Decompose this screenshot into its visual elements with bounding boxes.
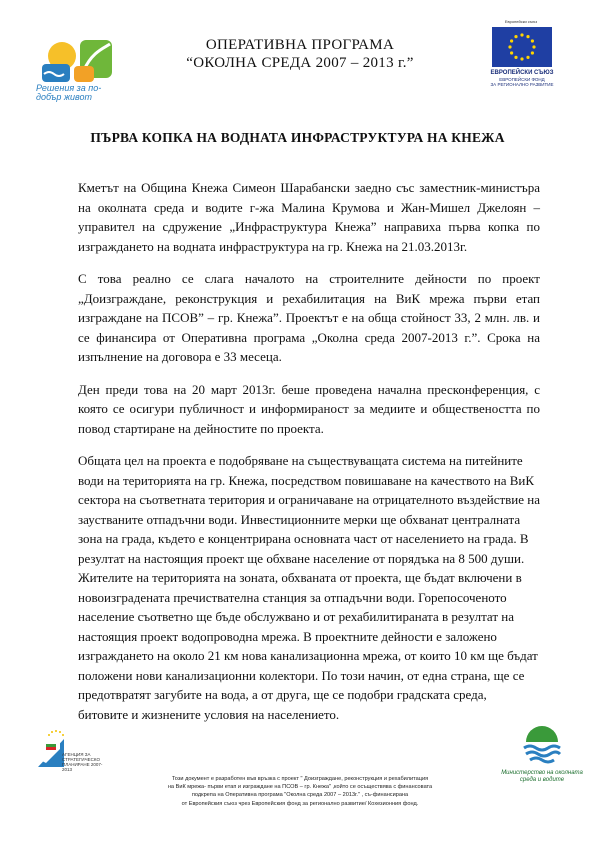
eu-top-label: Европейски съюз bbox=[504, 19, 538, 24]
paragraph-4: Общата цел на проекта е подобряване на съществуващата система на питейните води на територията на гр. Кнежа, посредством повишаване на качеството на ВиК сектора на съответната територия и ограничаване на отрицателното въздействие на заустваните отпадъчни води. Инвестиционните мерки ще обхванат централната зона на града, където е концентрирана основната част от населението на града. В резултат на настоящия проект ще обхване население от порядъка на 8 500 души. Жителите на територията на зоната, обхваната от проекта, ще бъдат включени в новоизградената пречиствателна станция за отпадъчни води. Горепосоченото население съответно ще бъде обслужвано и от рехабилитираната в резултат на настоящия проект водопроводна мрежа. В проектните дейности е заложено изграждането на около 21 км нова канализационна мрежа, от които 10 км ще бъдат положени нови канализационни колектори. По този начин, от една страна, ще се предотвратят загубите на вода, а от друга, ще се подобри градската среда, битовите и жизнените условия на населението. bbox=[78, 453, 541, 722]
paragraph-1: Кметът на Община Кнежа Симеон Шарабански заедно със заместник-министъра на околната среда и водите г-жа Малина Крумова и Жан-Мишел Джелоян – управител на сдружение „Инфраструктура Кнежа” направиха първа копка по изграждането на водната инфраструктура на гр. Кнежа на 21.03.2013г. bbox=[78, 180, 540, 254]
paragraph-2: С това реално се слага началото на строителните дейности по проект „Доизграждане, реконструкция и рехабилитация на ВиК мрежа първи етап изграждане на ПСОВ” – гр. Кнежа”. Проектът е на обща стойност 33, 2 млн. лв. и се финансира от Оперативна програма „Околна среда 2007-2013 г.”. Срока на изпълнение на договора е 33 месеца. bbox=[78, 271, 540, 364]
right-footer-logo-caption: Министерство на околната среда и водите bbox=[501, 770, 583, 783]
footer-note-line2: на ВиК мрежа- първи етап и изграждане на ПСОВ – гр. Кнежа" ,който се осъществява с финансовата bbox=[167, 784, 433, 791]
footer-note-line1: Този документ е разработен във връзка с проект " Доизграждане, реконструкция и рехабилитация bbox=[171, 776, 429, 782]
footer-note-line4: от Европейския съюз чрез Европейския фонд за регионално развитие/ Кохезионния фонд. bbox=[181, 800, 419, 807]
eu-caption bbox=[476, 70, 568, 87]
eu-caption-line2: ЕВРОПЕЙСКИ ФОНД bbox=[499, 77, 545, 82]
left-logo-caption: Решения за по-добър живот bbox=[36, 83, 102, 102]
logo-earth-icon bbox=[74, 66, 94, 82]
ministry-environment-logo bbox=[520, 724, 564, 768]
eu-caption-line3: ЗА РЕГИОНАЛНО РАЗВИТИЕ bbox=[490, 82, 554, 87]
footer-note bbox=[120, 775, 480, 808]
program-title-line2: “ОКОЛНА СРЕДА 2007 – 2013 г.” bbox=[186, 55, 414, 71]
program-title-line1: ОПЕРАТИВНА ПРОГРАМА bbox=[205, 37, 395, 53]
footer-note-line3: подкрепа на Оперативна програма "Околна среда 2007 – 2013г." , съ-финансирана bbox=[191, 792, 409, 799]
paragraph-3: Ден преди това на 20 март 2013г. беше проведена начална пресконференция, с която се осигури публичност и информираност за медиите и обществеността по повод стартиране на дейностите по проекта. bbox=[78, 381, 540, 436]
program-title bbox=[150, 36, 450, 72]
left-footer-logo-caption: АГЕНЦИЯ ЗА СТРАТЕГИЧЕСКО ПЛАНИРАНЕ 2007-2013 bbox=[62, 752, 103, 772]
eu-flag-icon bbox=[492, 27, 552, 67]
document-headline: ПЪРВА КОПКА НА ВОДНАТА ИНФРАСТРУКТУРА НА КНЕЖА bbox=[90, 130, 505, 145]
document-body bbox=[78, 178, 540, 737]
eu-caption-line1: ЕВРОПЕЙСКИ СЪЮЗ bbox=[490, 70, 554, 76]
